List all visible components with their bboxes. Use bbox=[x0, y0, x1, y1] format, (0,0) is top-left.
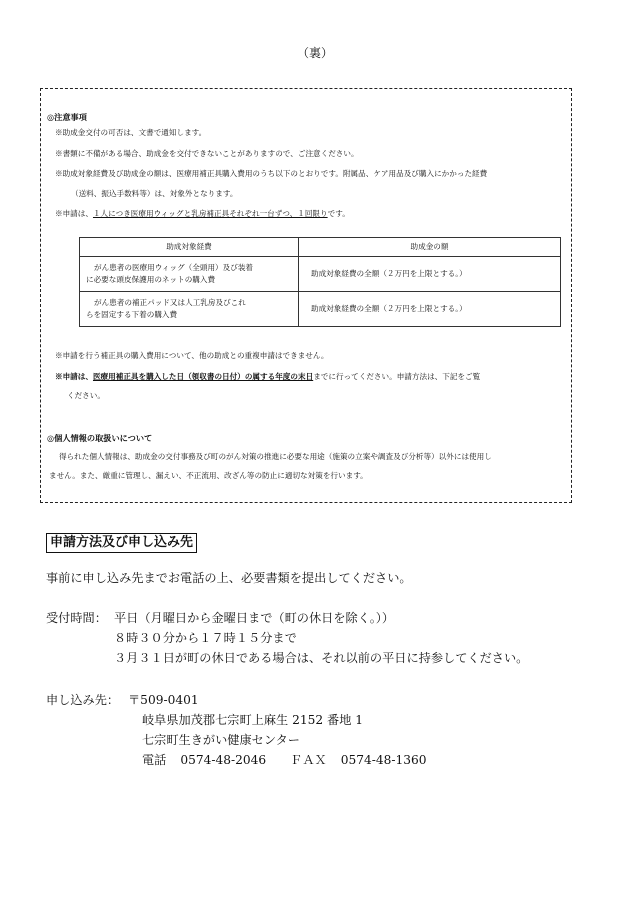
expense-line: がん患者の補正パッド又は人工乳房及びこれ bbox=[94, 297, 246, 307]
table-header: 助成対象経費 bbox=[80, 238, 299, 257]
table-row bbox=[80, 257, 561, 292]
fax-label: ＦＡＸ bbox=[290, 753, 327, 767]
office-name: 七宗町生きがい健康センター bbox=[142, 733, 300, 747]
notice-item: ※書類に不備がある場合、助成金を交付できないことがありますので、ご注意ください。 bbox=[55, 149, 359, 158]
amount-cell: 助成対象経費の全額（２万円を上限とする。） bbox=[299, 292, 561, 327]
postal-code: 〒509-0401 bbox=[128, 693, 199, 707]
limit-underlined: １人につき医療用ウィッグと乳房補正具それぞれ一台ずつ、１回限り bbox=[92, 209, 328, 218]
expense-cell bbox=[80, 292, 299, 327]
privacy-text: ません。また、厳重に管理し、漏えい、不正流用、改ざん等の防止に適切な対策を行います。 bbox=[49, 471, 368, 480]
notice-item: ※助成対象経費及び助成金の額は、医療用補正具購入費用のうち以下のとおりです。附属品、ケア用品及び購入にかかった経費 bbox=[55, 169, 488, 178]
notice-item: （送料、振込手数料等）は、対象外となります。 bbox=[71, 189, 238, 198]
deadline-suffix: までに行ってください。申請方法は、下記をご覧 bbox=[313, 372, 481, 381]
deadline-note-cont: ください。 bbox=[67, 391, 105, 400]
notice-heading: ◎注意事項 bbox=[47, 112, 87, 122]
page-side-label: （裏） bbox=[296, 46, 333, 60]
table-row bbox=[80, 292, 561, 327]
privacy-text: 得られた個人情報は、助成金の交付事務及び町のがん対策の推進に必要な用途（施策の立案や調査及び分析等）以外には使用し bbox=[59, 452, 492, 461]
application-heading: 申請方法及び申し込み先 bbox=[46, 533, 197, 553]
deadline-note bbox=[55, 373, 480, 381]
notice-limit bbox=[55, 210, 350, 218]
table-header-row bbox=[80, 238, 561, 257]
table-header: 助成金の額 bbox=[299, 238, 561, 257]
phone-fax-line bbox=[142, 754, 427, 766]
application-intro: 事前に申し込み先までお電話の上、必要書類を提出してください。 bbox=[46, 571, 412, 585]
duplicate-note: ※申請を行う補正具の購入費用について、他の助成との重複申請はできません。 bbox=[55, 351, 329, 360]
limit-prefix: ※申請は、 bbox=[55, 209, 93, 218]
phone-number: 0574-48-2046 bbox=[180, 753, 267, 767]
limit-suffix: です。 bbox=[327, 209, 350, 218]
contact-label: 申し込み先： bbox=[46, 693, 120, 707]
hours-text: 平日（月曜日から金曜日まで（町の休日を除く。）） bbox=[114, 611, 395, 625]
expense-line: らを固定する下着の購入費 bbox=[86, 310, 178, 319]
hours-text: ８時３０分から１７時１５分まで bbox=[114, 631, 297, 645]
hours-label: 受付時間： bbox=[46, 611, 107, 625]
privacy-heading: ◎個人情報の取扱いについて bbox=[47, 433, 153, 443]
deadline-underlined: 医療用補正具を購入した日（領収書の日付）の属する年度の末日 bbox=[92, 372, 314, 381]
hours-text: ３月３１日が町の休日である場合は、それ以前の平日に持参してください。 bbox=[114, 651, 529, 665]
phone-label: 電話 bbox=[142, 753, 167, 767]
expense-cell bbox=[80, 257, 299, 292]
address: 岐阜県加茂郡七宗町上麻生 2152 番地 1 bbox=[142, 713, 364, 727]
notice-box bbox=[40, 88, 572, 503]
grant-table bbox=[79, 237, 561, 327]
expense-line: がん患者の医療用ウィッグ（全頭用）及び装着 bbox=[94, 262, 254, 272]
amount-cell: 助成対象経費の全額（２万円を上限とする。） bbox=[299, 257, 561, 292]
expense-line: に必要な頭皮保護用のネットの購入費 bbox=[86, 275, 216, 284]
notice-item: ※助成金交付の可否は、文書で通知します。 bbox=[55, 128, 207, 137]
fax-number: 0574-48-1360 bbox=[340, 753, 427, 767]
deadline-prefix: ※申請は、 bbox=[55, 372, 93, 381]
